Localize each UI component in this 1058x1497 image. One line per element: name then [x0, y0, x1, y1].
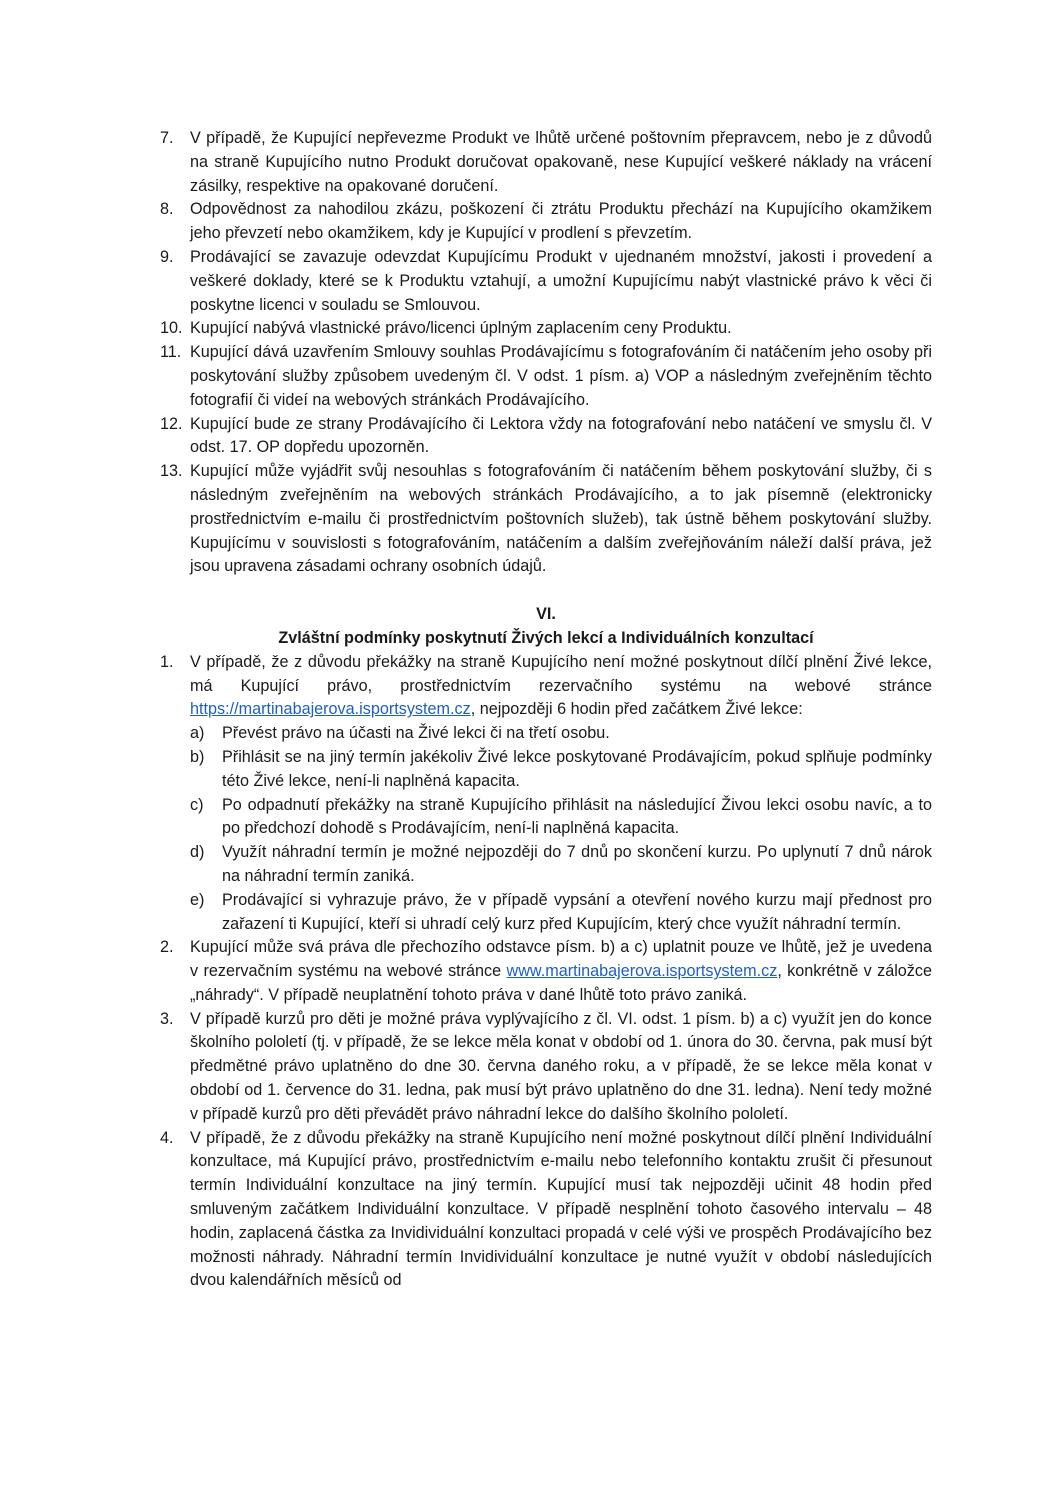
section-number: VI. — [536, 605, 556, 624]
item-number: 1. — [160, 652, 174, 671]
list-item — [160, 460, 932, 579]
item-text: Kupující může svá práva dle přechozího odstavce písm. b) a c) uplatnit pouze ve lhůtě, jež je uvedena v rezervačním systému na webové stránce — [190, 938, 932, 981]
section-spacer — [160, 579, 932, 603]
list-item — [160, 198, 932, 246]
sub-item-letter: b) — [190, 747, 205, 766]
section-title: Zvláštní podmínky poskytnutí Živých lekcí a Individuálních konzultací — [278, 628, 814, 647]
sub-item-text: Přihlásit se na jiný termín jakékoliv Živé lekce poskytované Prodávajícím, pokud splňuje podmínky této Živé lekce, není-li naplněná kapacita. — [222, 747, 932, 790]
sub-item-text: Po odpadnutí překážky na straně Kupujícího přihlásit na následující Živou lekci osobu navíc, a to po předchozí dohodě s Prodávajícím, není-li naplněná kapacita. — [222, 795, 932, 838]
item-number: 7. — [160, 129, 174, 147]
sub-item-text: Prodávající si vyhrazuje právo, že v případě vypsání a otevření nového kurzu mají přednost pro zařazení ti Kupující, kteří si uhradí celý kurz před Kupujícím, který chce využít náhradní termín. — [222, 890, 932, 933]
item-text: Kupující dává uzavřením Smlouvy souhlas Prodávajícímu s fotografováním či natáčením jeho osoby při poskytování služby způsobem uvedeným čl. V odst. 1 písm. a) VOP a následným zveřejněním těchto fotografií či videí na webových stránkách Prodávajícího. — [190, 343, 932, 409]
sub-item — [160, 722, 932, 746]
page-content — [160, 127, 932, 1293]
item-text: V případě, že Kupující nepřevezme Produkt ve lhůtě určené poštovním přepravcem, nebo je z důvodů na straně Kupujícího nutno Produkt doručovat opakovaně, nese Kupující veškeré náklady na vrácení zásilky, respektive na opakované doručení. — [190, 129, 932, 195]
reservation-link[interactable]: www.martinabajerova.isportsystem.cz — [506, 962, 778, 981]
item-text: V případě, že z důvodu překážky na straně Kupujícího není možné poskytnout dílčí plnění Živé lekce, má Kupující právo, prostřednictvím rezervačního systému na webové stránce — [190, 652, 932, 695]
item-text: , nejpozději 6 hodin před začátkem Živé lekce: — [470, 700, 803, 719]
sub-item-text: Využít náhradní termín je možné nejpozději do 7 dnů po skončení kurzu. Po uplynutí 7 dnů nárok na náhradní termín zaniká. — [222, 843, 932, 885]
item-number: 2. — [160, 938, 174, 957]
list-item — [160, 1127, 932, 1294]
sub-item-letter: d) — [190, 843, 205, 862]
item-text: Prodávající se zavazuje odevzdat Kupujícímu Produkt v ujednaném množství, jakosti i provedení a veškeré doklady, které se k Produktu vztahují, a umožní Kupujícímu nabýt vlastnické právo k věci či poskytne licenci v souladu se Smlouvou. — [190, 247, 932, 314]
list-item — [160, 341, 932, 412]
item-number: 8. — [160, 200, 174, 219]
reservation-link[interactable]: https://martinabajerova.isportsystem.cz — [190, 700, 471, 719]
item-text: , konkrétně v záložce „náhrady“. V případě neuplatnění tohoto práva v dané lhůtě toto právo zaniká. — [190, 962, 932, 1004]
item-number: 9. — [160, 247, 174, 266]
list-item — [160, 246, 932, 317]
item-text: Kupující bude ze strany Prodávajícího či Lektora vždy na fotografování nebo natáčení ve smyslu čl. V odst. 17. OP dopředu upozorněn. — [190, 414, 932, 457]
sub-item-letter: c) — [190, 795, 204, 814]
list-item — [160, 936, 932, 1007]
list-item — [160, 413, 932, 461]
sub-item — [160, 794, 932, 842]
item-number: 4. — [160, 1128, 174, 1147]
sub-item — [160, 841, 932, 889]
item-number: 11. — [160, 343, 182, 362]
sub-item — [160, 889, 932, 937]
sub-item — [160, 746, 932, 794]
item-text: Kupující nabývá vlastnické právo/licenci úplným zaplacením ceny Produktu. — [190, 319, 732, 338]
list-item — [160, 317, 932, 341]
item-number: 3. — [160, 1009, 174, 1028]
item-text: V případě kurzů pro děti je možné práva vyplývajícího z čl. VI. odst. 1 písm. b) a c) využít jen do konce školního pololetí (tj. v případě, že se lekce měla konat v období od 1. února do 30. června, pak musí být předmětné právo uplatněno do dne 30. června daného roku, a v případě, že se lekce měla konat v období od 1. července do 31. ledna, pak musí být právo uplatněno do dne 31. ledna). Není tedy možné v případě kurzů pro děti převádět právo náhradní lekce do dalšího školního pololetí. — [190, 1009, 932, 1123]
item-text: Kupující může vyjádřit svůj nesouhlas s fotografováním či natáčením během poskytování služby, či s následným zveřejněním na webových stránkách Prodávajícího, a to jak písemně (elektronicky prostřednictvím e-mailu či prostřednictvím poštovních služeb), tak ústně během poskytování služby. Kupujícímu v souvislosti s fotografováním, natáčením a dalším zveřejňováním náleží další práva, jež jsou upravena zásadami ochrany osobních údajů. — [190, 462, 932, 576]
sub-item-text: Převést právo na účasti na Živé lekci či na třetí osobu. — [222, 724, 610, 743]
list-item — [160, 651, 932, 722]
list-item — [160, 1008, 932, 1127]
item-number: 10. — [160, 319, 183, 338]
item-text: Odpovědnost za nahodilou zkázu, poškození či ztrátu Produktu přechází na Kupujícího okamžikem jeho převzetí nebo okamžikem, kdy je Kupující v prodlení s převzetím. — [190, 200, 932, 243]
sub-item-letter: a) — [190, 724, 205, 743]
list-item — [160, 127, 932, 198]
item-number: 13. — [160, 462, 183, 481]
item-number: 12. — [160, 414, 183, 433]
item-text: V případě, že z důvodu překážky na straně Kupujícího není možné poskytnout dílčí plnění Individuální konzultace, má Kupující právo, prostřednictvím e-mailu nebo telefonního kontaktu zrušit či přesunout termín Individuální konzultace na jiný termín. Kupující musí tak nejpozději učinit 48 hodin před smluveným začátkem Individuální konzultace. V případě nesplnění tohoto časového intervalu – 48 hodin, zaplacená částka za Invidividuální konzultaci propadá v celé výši ve prospěch Prodávajícího bez možnosti náhrady. Náhradní termín Invidividuální konzultace je nutné využít v období následujících dvou kalendářních měsíců od — [190, 1128, 932, 1290]
sub-item-letter: e) — [190, 890, 205, 909]
